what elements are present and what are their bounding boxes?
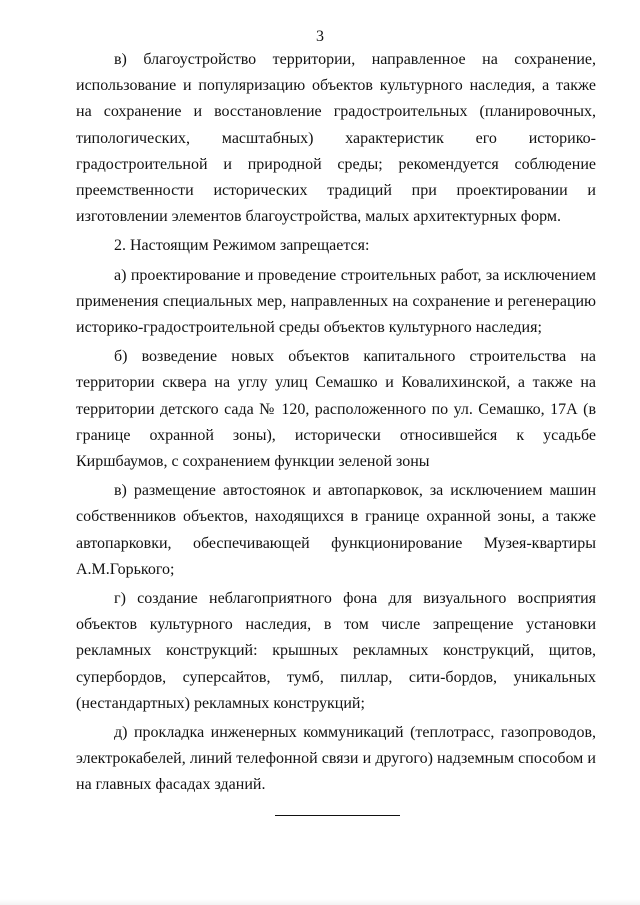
page-number: 3	[316, 28, 324, 45]
paragraph-d-utilities: д) прокладка инженерных коммуникаций (теплотрасс, газопроводов, электрокабелей, линий телефонной связи и другого) надземным способом и на главных фасадах зданий.	[76, 724, 596, 794]
scan-edge	[0, 899, 640, 905]
paragraph-a-construction: а) проектирование и проведение строительных работ, за исключением применения специальных мер, направленных на сохранение и регенерацию историко-градостроительной среды объектов культурного наследия;	[76, 266, 596, 337]
paragraph-v-parking: в) размещение автостоянок и автопарковок, за исключением машин собственников объектов, находящихся в границе охранной зоны, а также автопарковки, обеспечивающей функционирование Музея-квартиры А.М.Горького;	[76, 482, 596, 578]
paragraph-prohibitions-heading: 2. Настоящим Режимом запрещается:	[114, 237, 370, 255]
paragraph-g-advertising: г) создание неблагоприятного фона для визуального восприятия объектов культурного наследия, в том числе запрещение установки рекламных конструкций: крышных рекламных конструкций, щитов, супербордов, суперсайтов, тумб, пиллар, сити-бордов, уникальных (нестандартных) рекламных конструкций;	[76, 590, 596, 712]
paragraph-v-improvement: в) благоустройство территории, направленное на сохранение, использование и популяризацию объектов культурного наследия, а также на сохранение и восстановление градостроительных (планировочных, типологических, масштабных) характеристик его историко-градостроительной и природной среды; рекомендуется соблюдение преемственности исторических традиций при проектировании и изготовлении элементов благоустройства, малых архитектурных форм.	[76, 51, 596, 226]
footer-divider	[275, 815, 400, 816]
document-body	[76, 47, 596, 799]
paragraph-b-new-buildings: б) возведение новых объектов капитального строительства на территории сквера на углу улиц Семашко и Ковалихинской, а также на территории детского сада № 120, расположенного по ул. Семашко, 17А (в границе охранной зоны), исторически относившейся к усадьбе Киршбаумов, с сохранением функции зеленой зоны	[76, 348, 596, 471]
